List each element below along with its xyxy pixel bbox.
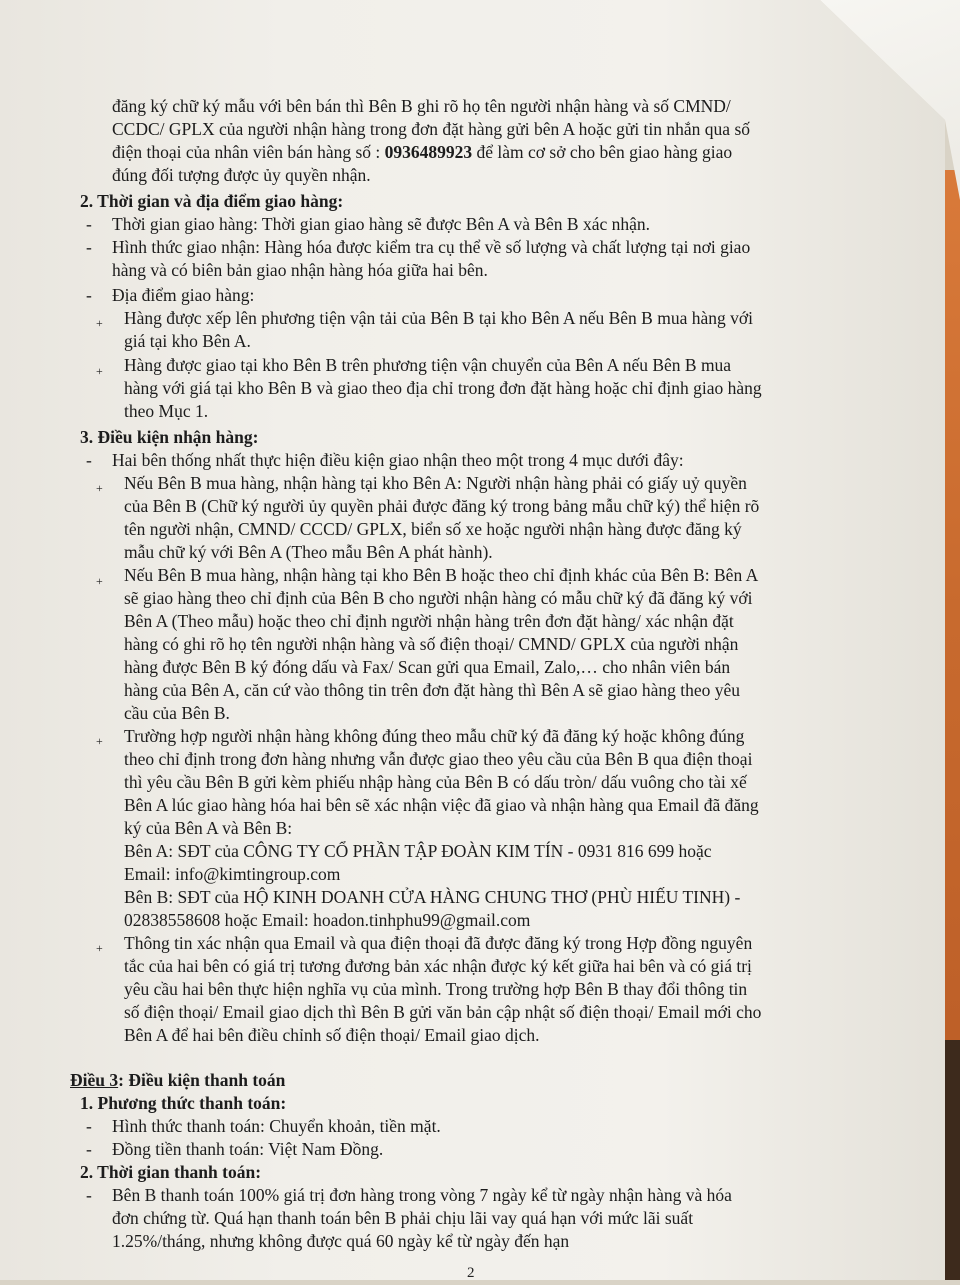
intro-line: đúng đối tượng được ủy quyền nhận. [112,165,371,185]
party-a-contact: Bên A: SĐT của CÔNG TY CỔ PHẦN TẬP ĐOÀN KIM TÍN - 0931 816 699 hoặc [124,841,712,861]
condition-line: hàng có ghi rõ họ tên người nhận hàng và số điện thoại/ CMND/ GPLX của người nhận [124,634,739,654]
condition-line: Bên A lúc giao hàng hóa hai bên sẽ xác nhận việc đã giao và nhận hàng qua Email đã đăng [124,795,759,815]
section-heading: 1. Phương thức thanh toán: [80,1093,287,1113]
condition-line: Thông tin xác nhận qua Email và qua điện thoại đã được đăng ký trong Hợp đồng nguyên [124,933,753,953]
party-b-phone-email: 02838558608 hoặc Email: hoadon.tinhphu99@gmail.com [124,910,531,930]
condition-line: yêu cầu hai bên thực hiện nghĩa vụ của mình. Trong trường hợp Bên B thay đổi thông tin [124,979,748,999]
plus-bullet: + [96,364,103,378]
dash-bullet: - [86,285,92,305]
condition-line: hàng của Bên A, căn cứ vào thông tin trên đơn đặt hàng thì Bên A sẽ giao hàng theo yêu [124,680,741,700]
receiving-conditions-intro: Hai bên thống nhất thực hiện điều kiện giao nhận theo một trong 4 mục dưới đây: [112,450,684,470]
section-heading: 2. Thời gian và địa điểm giao hàng: [80,191,344,211]
condition-line: tên người nhận, CMND/ CCCD/ GPLX, biển số xe hoặc người nhận hàng được đăng ký [124,519,742,539]
intro-line: CCDC/ GPLX của người nhận hàng trong đơn đặt hàng gửi bên A hoặc gửi tin nhắn qua số [112,119,750,139]
condition-line: của Bên B (Chữ ký người ủy quyền phải được đăng ký trong bảng mẫu chữ ký) thể hiện rõ [124,496,760,516]
condition-line: tắc của hai bên có giá trị tương đương bản xác nhận được ký kết giữa hai bên và có giá trị [124,956,752,976]
delivery-time-text: Thời gian giao hàng: Thời gian giao hàng sẽ được Bên A và Bên B xác nhận. [112,214,650,234]
dash-bullet: - [86,450,92,470]
plus-bullet: + [96,941,103,955]
page-number: 2 [467,1265,475,1281]
dash-bullet: - [86,1116,92,1136]
location-option-line: Hàng được xếp lên phương tiện vận tải của Bên B tại kho Bên A nếu Bên B mua hàng với [124,308,753,328]
payment-currency-text: Đồng tiền thanh toán: Việt Nam Đồng. [112,1139,384,1159]
plus-bullet: + [96,481,103,495]
section-heading: 2. Thời gian thanh toán: [80,1162,262,1182]
dash-bullet: - [86,1185,92,1205]
condition-line: Bên A để hai bên điều chỉnh số điện thoại/ Email giao dịch. [124,1025,540,1045]
article-number: Điều 3 [70,1070,119,1090]
condition-line: Nếu Bên B mua hàng, nhận hàng tại kho Bên B hoặc theo chỉ định khác của Bên B: Bên A [124,565,759,585]
intro-line: điện thoại của nhân viên bán hàng số : 0936489923 để làm cơ sở cho bên giao hàng giao [112,142,733,162]
plus-bullet: + [96,574,103,588]
condition-line: mẫu chữ ký với Bên A (Theo mẫu Bên A phát hành). [124,542,493,562]
condition-line: sẽ giao hàng theo chỉ định của Bên B cho người nhận hàng có mẫu chữ ký đã đăng ký với [124,588,753,608]
location-option-line: theo Mục 1. [124,401,209,421]
payment-term-line: 1.25%/tháng, nhưng không được quá 60 ngày kể từ ngày đến hạn [112,1231,570,1251]
delivery-location-label: Địa điểm giao hàng: [112,285,255,305]
condition-line: hàng được Bên B ký đóng dấu và Fax/ Scan gửi qua Email, Zalo,… cho nhân viên bán [124,657,731,677]
delivery-method-line: hàng và có biên bản giao nhận hàng hóa giữa hai bên. [112,260,488,280]
article-heading: Điều 3: Điều kiện thanh toán [70,1070,286,1090]
condition-line: thì yêu cầu Bên B gửi kèm phiếu nhập hàng của Bên B có dấu tròn/ dấu vuông cho tài xế [124,772,747,792]
sales-phone-number: 0936489923 [384,142,473,162]
dash-bullet: - [86,1139,92,1159]
condition-line: cầu của Bên B. [124,703,230,723]
payment-term-line: Bên B thanh toán 100% giá trị đơn hàng trong vòng 7 ngày kể từ ngày nhận hàng và hóa [112,1185,732,1205]
condition-line: Bên A (Theo mẫu) hoặc theo chỉ định người nhận hàng trên đơn đặt hàng/ xác nhận đặt [124,611,734,631]
condition-line: số điện thoại/ Email giao dịch thì Bên B gửi văn bản cập nhật số điện thoại/ Email mới cho [124,1002,762,1022]
condition-line: ký của Bên A và Bên B: [124,818,293,838]
payment-method-text: Hình thức thanh toán: Chuyển khoản, tiền mặt. [112,1116,441,1136]
intro-line: đăng ký chữ ký mẫu với bên bán thì Bên B ghi rõ họ tên người nhận hàng và số CMND/ [112,96,731,116]
payment-term-line: đơn chứng từ. Quá hạn thanh toán bên B phải chịu lãi vay quá hạn với mức lãi suất [112,1208,694,1228]
location-option-line: Hàng được giao tại kho Bên B trên phương tiện vận chuyển của Bên A nếu Bên B mua [124,355,732,375]
location-option-line: hàng với giá tại kho Bên B và giao theo địa chỉ trong đơn đặt hàng hoặc chỉ định giao hàng [124,378,762,398]
dash-bullet: - [86,237,92,257]
section-heading: 3. Điều kiện nhận hàng: [80,427,259,447]
party-b-contact: Bên B: SĐT của HỘ KINH DOANH CỬA HÀNG CHUNG THƠ (PHÙ HIẾU TINH) - [124,887,741,907]
condition-line: Nếu Bên B mua hàng, nhận hàng tại kho Bên A: Người nhận hàng phải có giấy uỷ quyền [124,473,747,493]
plus-bullet: + [96,316,103,330]
dash-bullet: - [86,214,92,234]
plus-bullet: + [96,734,103,748]
party-a-email: Email: info@kimtingroup.com [124,864,341,884]
condition-line: Trường hợp người nhận hàng không đúng theo mẫu chữ ký đã đăng ký hoặc không đúng [124,726,745,746]
delivery-method-line: Hình thức giao nhận: Hàng hóa được kiểm tra cụ thể về số lượng và chất lượng tại nơi giao [112,237,751,257]
location-option-line: giá tại kho Bên A. [124,331,251,351]
condition-line: theo chỉ định trong đơn hàng nhưng vẫn được giao theo yêu cầu của Bên B qua điện thoại [124,749,753,769]
